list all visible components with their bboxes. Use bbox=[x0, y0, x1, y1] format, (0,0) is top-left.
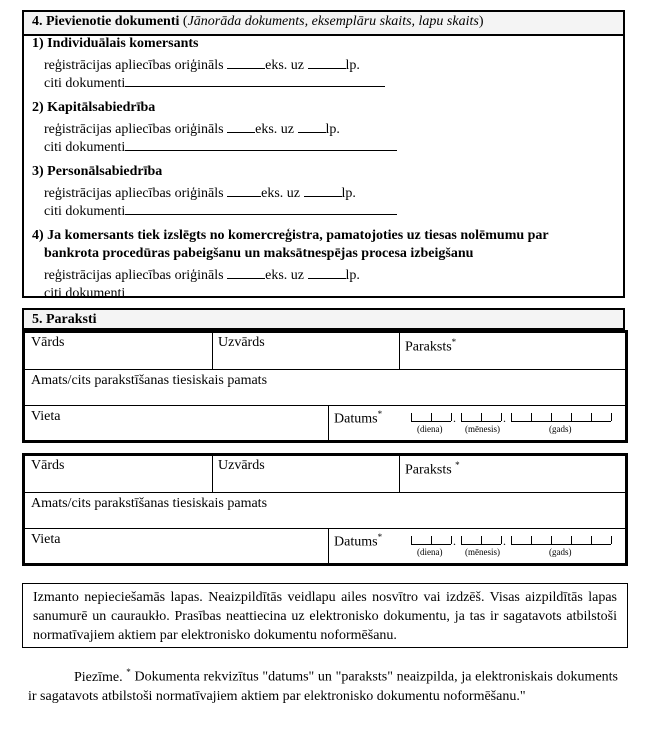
instruction-box: Izmanto nepieciešamās lapas. Neaizpildītās veidlapu ailes nosvītro vai izdzēš. Visas aizpildītās lapas sanumurē un cauraukło. Prasības neattiecina uz elektronisko dokumentu, ja tas ir sagatavots atbilstoši normatīvajiem aktiem par elektronisko dokumentu noformēšanu. bbox=[22, 583, 628, 648]
day-caption: (diena) bbox=[417, 547, 443, 557]
section4-header bbox=[24, 12, 623, 36]
place-label: Vieta bbox=[31, 409, 61, 424]
section4-title: 4. Pievienotie dokumenti (Jānorāda dokuments, eksemplāru skaits, lapu skaits) bbox=[32, 14, 484, 29]
item4-copies-field[interactable] bbox=[227, 264, 265, 279]
month-caption: (mēnesis) bbox=[465, 547, 500, 557]
attached-documents-section bbox=[22, 10, 625, 301]
date-label: Datums* bbox=[334, 409, 383, 427]
signature-block-2 bbox=[22, 453, 628, 566]
item2-other-row: citi dokumenti bbox=[44, 136, 397, 156]
surname-label: Uzvārds bbox=[218, 458, 265, 473]
item4-other-row: citi dokumenti bbox=[44, 282, 397, 302]
item1-pages-field[interactable] bbox=[308, 54, 346, 69]
item1-copies-field[interactable] bbox=[227, 54, 265, 69]
item4-heading: 4) Ja komersants tiek izslēgts no komercreģistra, pamatojoties uz tiesas nolēmumu par bbox=[32, 228, 549, 243]
item4-other-field[interactable] bbox=[125, 282, 397, 297]
item4-original-row: reģistrācijas apliecības oriģināls eks. uz lp. bbox=[44, 264, 360, 284]
place-label: Vieta bbox=[31, 532, 61, 547]
item1-original-row: reģistrācijas apliecības oriģināls eks. uz lp. bbox=[44, 54, 360, 74]
signature-label: Paraksts* bbox=[405, 337, 457, 355]
year-caption: (gads) bbox=[549, 547, 572, 557]
item3-original-row: reģistrācijas apliecības oriģināls eks. uz lp. bbox=[44, 182, 356, 202]
day-caption: (diena) bbox=[417, 424, 443, 434]
signatures-section-header bbox=[22, 308, 625, 330]
date-field[interactable]: . . (diena) (mēnesis) (gads) bbox=[409, 536, 619, 562]
item4-pages-field[interactable] bbox=[308, 264, 346, 279]
footnote: Piezīme. * Dokumenta rekvizītus "datums" un "paraksts" neaizpilda, ja elektroniskais dokuments ir sagatavots atbilstoši normatīvajiem aktiem par elektronisko dokumentu noformēšanu." bbox=[28, 667, 618, 704]
item2-other-field[interactable] bbox=[125, 136, 397, 151]
position-label: Amats/cits parakstīšanas tiesiskais pamats bbox=[31, 496, 268, 511]
signature-block-1 bbox=[22, 330, 628, 443]
date-field[interactable]: . . (diena) (mēnesis) (gads) bbox=[409, 413, 619, 439]
signature-label: Paraksts * bbox=[405, 460, 460, 478]
item3-other-field[interactable] bbox=[125, 200, 397, 215]
position-label: Amats/cits parakstīšanas tiesiskais pamats bbox=[31, 373, 268, 388]
item3-pages-field[interactable] bbox=[304, 182, 342, 197]
year-caption: (gads) bbox=[549, 424, 572, 434]
item2-pages-field[interactable] bbox=[298, 118, 326, 133]
item3-copies-field[interactable] bbox=[227, 182, 261, 197]
item1-other-row: citi dokumenti bbox=[44, 72, 385, 92]
name-label: Vārds bbox=[31, 458, 65, 473]
section5-title: 5. Paraksti bbox=[32, 312, 97, 327]
item1-other-field[interactable] bbox=[125, 72, 385, 87]
item3-other-row: citi dokumenti bbox=[44, 200, 397, 220]
month-caption: (mēnesis) bbox=[465, 424, 500, 434]
name-label: Vārds bbox=[31, 335, 65, 350]
date-label: Datums* bbox=[334, 532, 383, 550]
item1-heading: 1) Individuālais komersants bbox=[32, 36, 199, 51]
surname-label: Uzvārds bbox=[218, 335, 265, 350]
item2-original-row: reģistrācijas apliecības oriģināls eks. uz lp. bbox=[44, 118, 340, 138]
item4-heading-cont: bankrota procedūras pabeigšanu un maksātnespējas procesa izbeigšanu bbox=[44, 246, 474, 261]
item2-heading: 2) Kapitālsabiedrība bbox=[32, 100, 156, 115]
item2-copies-field[interactable] bbox=[227, 118, 255, 133]
item3-heading: 3) Personālsabiedrība bbox=[32, 164, 163, 179]
